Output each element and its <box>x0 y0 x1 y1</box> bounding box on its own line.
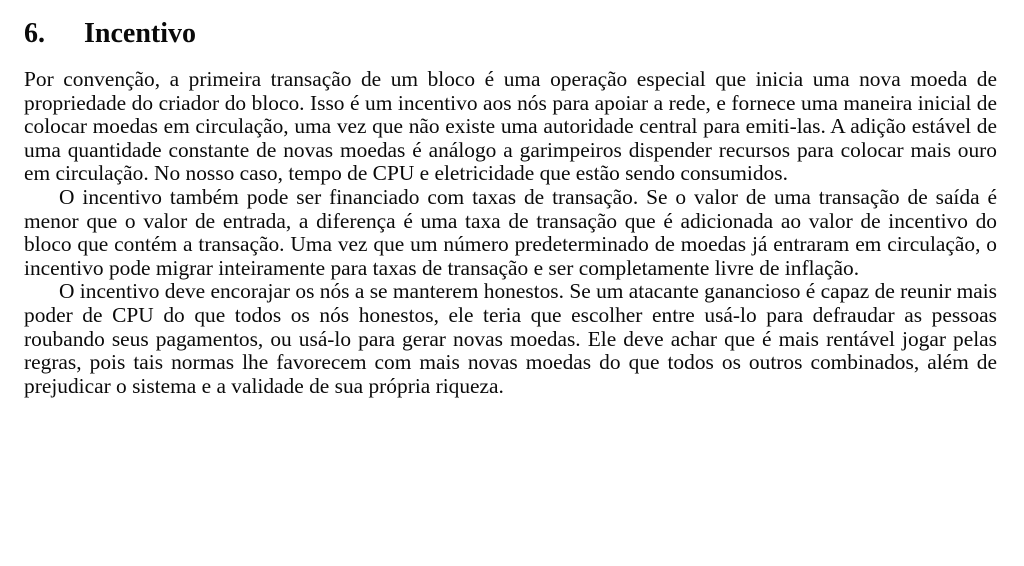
section-heading <box>24 14 997 54</box>
paragraph-1: Por convenção, a primeira transação de um bloco é uma operação especial que inicia uma nova moeda de propriedade do criador do bloco. Isso é um incentivo aos nós para apoiar a rede, e fornece uma maneira inicial de colocar moedas em circulação, uma vez que não existe uma autoridade central para emiti-las. A adição estável de uma quantidade constante de novas moedas é análogo a garimpeiros dispender recursos para colocar mais ouro em circulação. No nosso caso, tempo de CPU e eletricidade que estão sendo consumidos. <box>24 67 997 186</box>
section-number: 6. <box>24 18 45 49</box>
paragraph-2: O incentivo também pode ser financiado com taxas de transação. Se o valor de uma transação de saída é menor que o valor de entrada, a diferença é uma taxa de transação que é adicionada ao valor de incentivo do bloco que contém a transação. Uma vez que um número predeterminado de moedas já entraram em circulação, o incentivo pode migrar inteiramente para taxas de transação e ser completamente livre de inflação. <box>24 184 997 280</box>
document-page <box>24 14 997 398</box>
section-title: Incentivo <box>84 18 196 49</box>
paragraph-3: O incentivo deve encorajar os nós a se manterem honestos. Se um atacante ganancioso é capaz de reunir mais poder de CPU do que todos os nós honestos, ele teria que escolher entre usá-lo para defraudar as pessoas roubando seus pagamentos, ou usá-lo para gerar novas moedas. Ele deve achar que é mais rentável jogar pelas regras, pois tais normas lhe favorecem com mais novas moedas do que todos os outros combinados, além de prejudicar o sistema e a validade de sua própria riqueza. <box>24 279 997 398</box>
